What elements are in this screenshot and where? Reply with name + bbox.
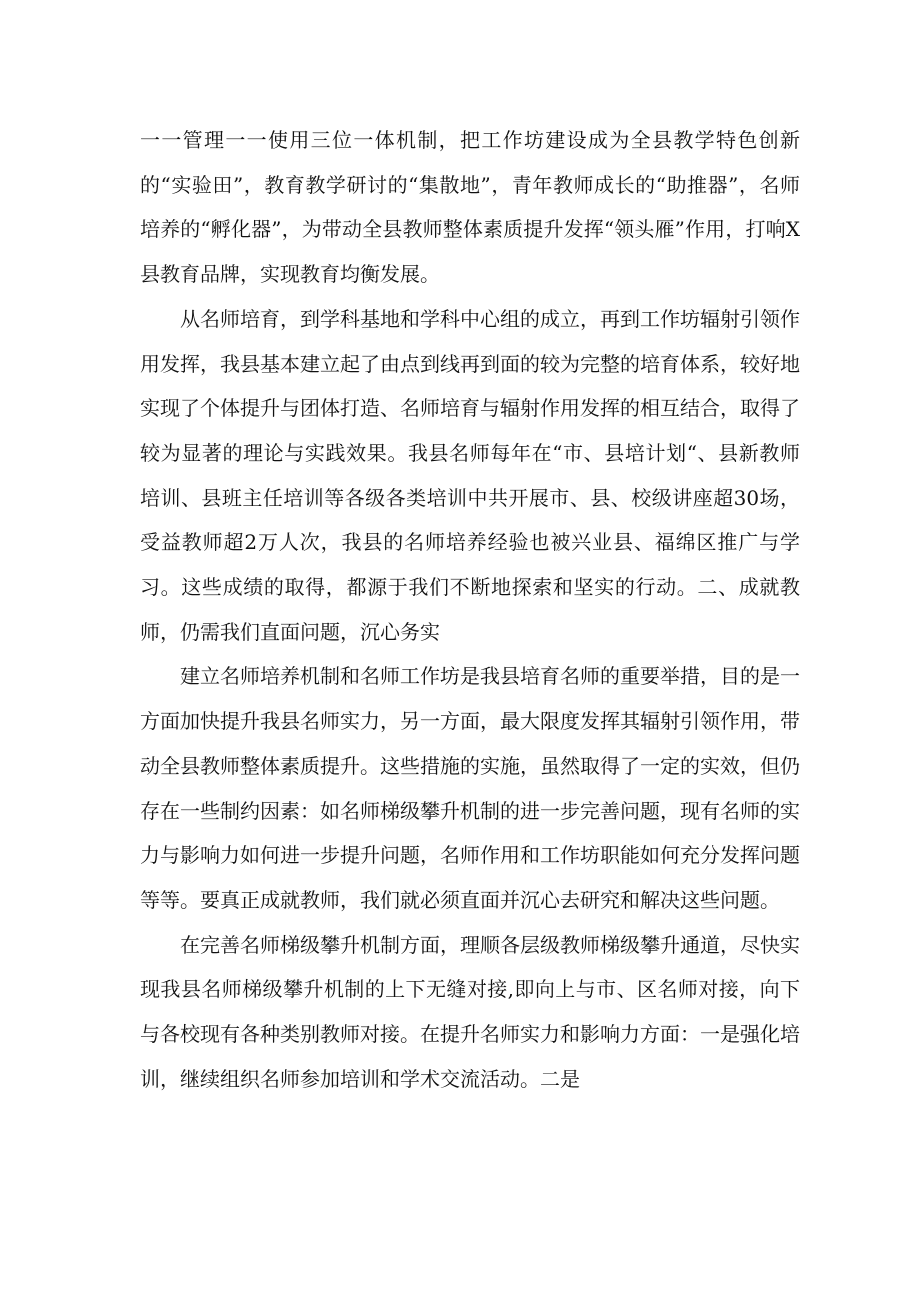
paragraph-1: 一一管理一一使用三位一体机制，把工作坊建设成为全县教学特色创新的“实验田”，教育教学研讨的“集散地”，青年教师成长的“助推器”，名师培养的“孵化器”，为带动全县教师整体素质提升发挥“领头雁”作用，打响X县教育品牌，实现教育均衡发展。 [140,128,800,287]
paragraph-3: 建立名师培养机制和名师工作坊是我县培育名师的重要举措，目的是一方面加快提升我县名师实力，另一方面，最大限度发挥其辐射引领作用，带动全县教师整体素质提升。这些措施的实施，虽然取得了一定的实效，但仍存在一些制约因素：如名师梯级攀升机制的进一步完善问题，现有名师的实力与影响力如何进一步提升问题，名师作用和工作坊职能如何充分发挥问题等等。要真正成就教师，我们就必须直面并沉心去研究和解决这些问题。 [140,664,800,912]
paragraph-2: 从名师培育，到学科基地和学科中心组的成立，再到工作坊辐射引领作用发挥，我县基本建立起了由点到线再到面的较为完整的培育体系，较好地实现了个体提升与团体打造、名师培育与辐射作用发挥的相互结合，取得了较为显著的理论与实践效果。我县名师每年在“市、县培计划“、县新教师培训、县班主任培训等各级各类培训中共开展市、县、校级讲座超30场，受益教师超2万人次，我县的名师培养经验也被兴业县、福绵区推广与学习。这些成绩的取得，都源于我们不断地探索和坚实的行动。二、成就教师，仍需我们直面问题，沉心务实 [140,306,800,644]
body-text [140,118,800,1101]
paragraph-4: 在完善名师梯级攀升机制方面，理顺各层级教师梯级攀升通道，尽快实现我县名师梯级攀升机制的上下无缝对接,即向上与市、区名师对接，向下与各校现有各种类别教师对接。在提升名师实力和影响力方面：一是强化培训，继续组织名师参加培训和学术交流活动。二是 [140,932,800,1091]
